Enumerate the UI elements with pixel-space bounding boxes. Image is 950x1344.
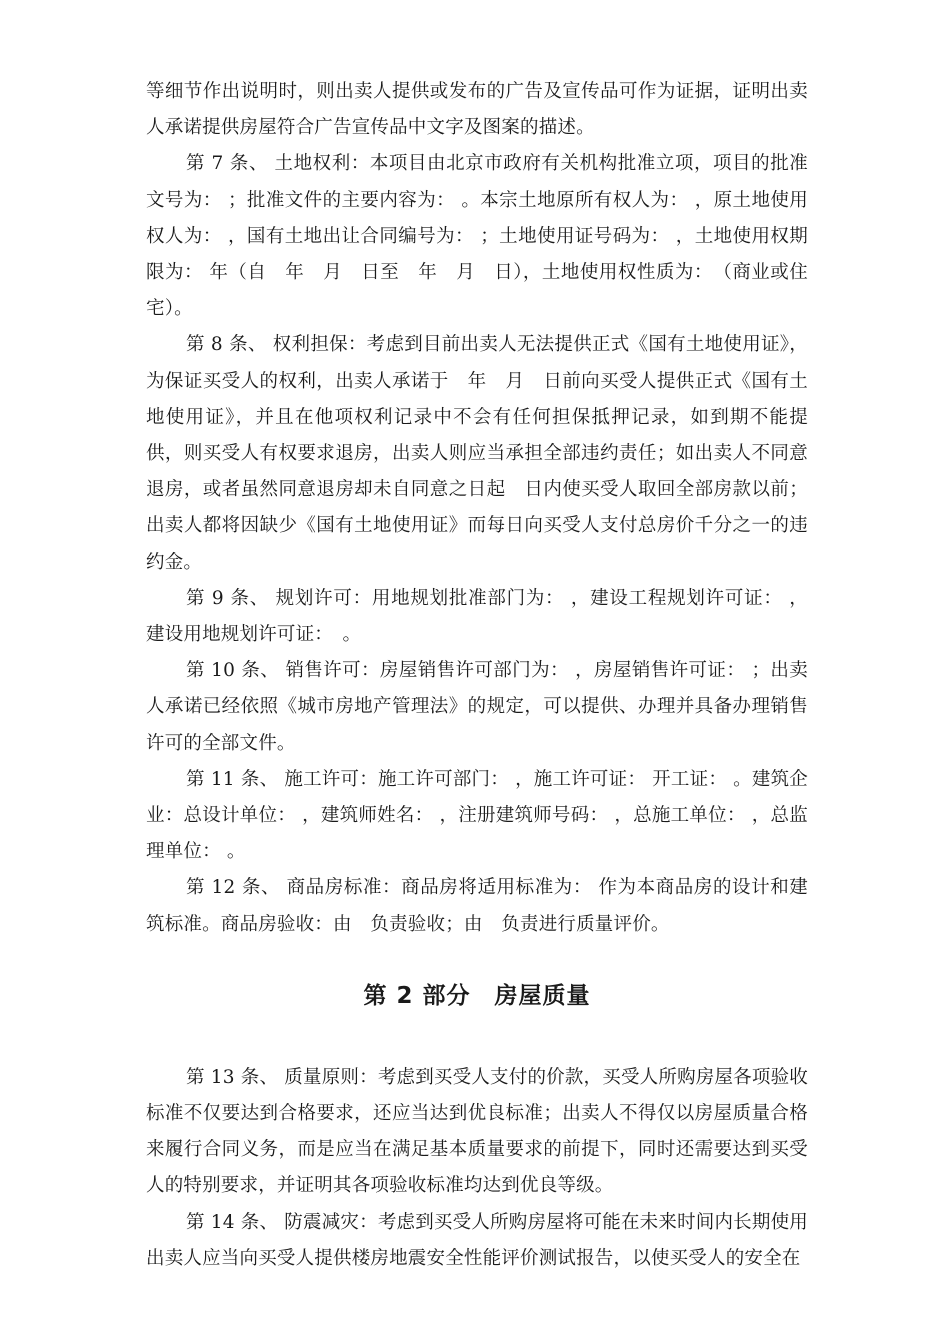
section-heading-house-quality: 第 2 部分 房屋质量 — [363, 982, 591, 1009]
paragraph-ad-evidence: 等细节作出说明时，则出卖人提供或发布的广告及宣传品可作为证据，证明出卖人承诺提供房屋符合广告宣传品中文字及图案的描述。 — [146, 81, 808, 139]
document-page — [146, 74, 808, 1277]
paragraph-article-12-standards: 第 12 条、 商品房标准：商品房将适用标准为： 作为本商品房的设计和建筑标准。商品房验收：由 负责验收；由 负责进行质量评价。 — [146, 877, 808, 935]
paragraph-article-10-sales-permit: 第 10 条、 销售许可：房屋销售许可部门为： ，房屋销售许可证： ；出卖人承诺已经依照《城市房地产管理法》的规定，可以提供、办理并具备办理销售许可的全部文件。 — [146, 660, 808, 754]
paragraph-article-11-construction-permit: 第 11 条、 施工许可：施工许可部门： ，施工许可证： 开工证： 。建筑企业：总设计单位： ，建筑师姓名： ，注册建筑师号码： ，总施工单位： ，总监理单位： 。 — [146, 768, 808, 863]
paragraph-article-9-planning: 第 9 条、 规划许可：用地规划批准部门为： ，建设工程规划许可证： ，建设用地规划许可证： 。 — [146, 587, 808, 646]
paragraph-article-7-land-rights: 第 7 条、 土地权利：本项目由北京市政府有关机构批准立项，项目的批准文号为： ；批准文件的主要内容为： 。本宗土地原所有权人为： ，原土地使用权人为： ，国有土地出让合同编号为： ；土地使用证号码为： ，土地使用权期限为： 年（自 年 月 日至 年 月 日），土地使用权性质为： （商业或住宅）。 — [146, 153, 808, 320]
paragraph-article-13-quality: 第 13 条、 质量原则：考虑到买受人支付的价款，买受人所购房屋各项验收标准不仅要达到合格要求，还应当达到优良标准；出卖人不得仅以房屋质量合格来履行合同义务，而是应当在满足基本质量要求的前提下，同时还需要达到买受人的特别要求，并证明其各项验收标准均达到优良等级。 — [146, 1066, 808, 1197]
paragraph-article-8-guarantee: 第 8 条、 权利担保：考虑到目前出卖人无法提供正式《国有土地使用证》，为保证买受人的权利，出卖人承诺于 年 月 日前向买受人提供正式《国有土地使用证》，并且在他项权利记录中不会有任何担保抵押记录，如到期不能提供，则买受人有权要求退房，出卖人则应当承担全部违约责任；如出卖人不同意退房，或者虽然同意退房却未自同意之日起 日内使买受人取回全部房款以前；出卖人都将因缺少《国有土地使用证》而每日向买受人支付总房价千分之一的违约金。 — [146, 334, 808, 573]
paragraph-article-14-seismic: 第 14 条、 防震减灾：考虑到买受人所购房屋将可能在未来时间内长期使用出卖人应当向买受人提供楼房地震安全性能评价测试报告，以使买受人的安全在 — [146, 1211, 808, 1269]
